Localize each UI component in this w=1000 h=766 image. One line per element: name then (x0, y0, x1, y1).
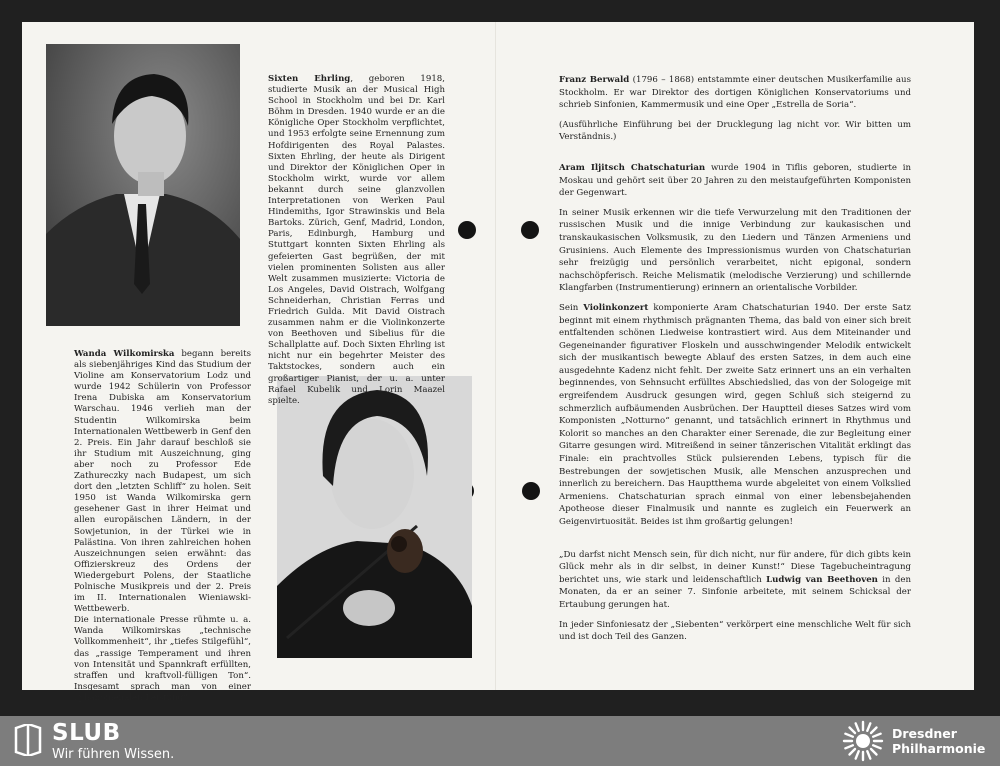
wilkomirska-bio (74, 349, 251, 704)
philharmonie-line2: Philharmonie (892, 741, 986, 756)
beethoven-quote: „Du darfst nicht Mensch sein, für dich nicht, nur für andere, für dich gibts kein Glück mehr als in dir selbst, in deiner Kunst!“ Diese Tagebucheintragung berichtet uns, wie stark und leidenschaftlich (559, 549, 911, 585)
beethoven-seventh: In jeder Sinfoniesatz der „Siebenten“ verkörpert eine menschliche Welt für sich und ist doch Teil des Ganzen. (559, 619, 911, 643)
philharmonie-line1: Dresdner (892, 726, 957, 741)
violinist-photo (277, 376, 472, 658)
wilkomirska-text: begann bereits als siebenjähriges Kind das Studium der Violine am Konservatorium Lodz und wurde 1942 Schülerin von Professor Irena Dubiska am Konservatorium Warschau. 1946 verlieh man der Studentin Wilkomirska beim Internationalen Wettbewerb in Genf den 2. Preis. Ein Jahr darauf beschloß sie ihr Studium mit Auszeichnung, ging aber noch zu Professor Ede Zathureczky nach Budapest, um sich dort den „letzten Schliff“ zu holen. Seit 1950 ist Wanda Wilkomirska gern gesehener Gast in ihrer Heimat und allen europäischen Ländern, in der Sowjetunion, in der Türkei wie in Palästina. Von ihren zahlreichen hohen Auszeichnungen seien erwähnt: das Offizierskreuz des Ordens der Wiedergeburt Polens, der Staatliche Polnische Musikpreis und der 2. Preis im II. Internationalen Wieniawski-Wettbewerb. (74, 349, 251, 615)
slub-name: SLUB (52, 720, 121, 746)
concerto-title: Violinkonzert (583, 302, 649, 313)
concerto-text: komponierte Aram Chatschaturian 1940. Der erste Satz beginnt mit einem rhythmisch prägnanten Thema, das bald von einer sich breit entfaltenden schönen Liedweise kontrastiert wird. Aus dem Miteinander und Gegeneinander figurativer Floskeln und ausschwingender Melodik entwickelt sich der musikantisch bewegte Ablauf des ersten Satzes, in dem auch eine ausgedehnte Kadenz nicht fehlt. Der zweite Satz erinnert uns an ein verhalten beginnendes, von Sehnsucht erfülltes Abschiedslied, das von der Sologeige mit ergreifendem Ausdruck gesungen wird, gegen Schluß sich steigernd zu schmerzlich aufbäumenden Ausbrüchen. Der Hauptteil dieses Satzes wird vom Komponisten „Notturno“ genannt, und tatsächlich erinnert in Rhythmus und Kolorit so manches an den Charakter einer Serenade, die zur Begleitung einer Gitarre gesungen wird. Mitreißend in seiner tänzerischen Vitalität erklingt das Finale: ein prachtvolles Stück pulsierenden Lebens, typisch für die Bestrebungen der sowjetischen Musik, alle Menschen anzusprechen und innerlich zu bereichern. Das Hauptthema wurde abgeleitet von einem Volkslied Armeniens. Chatschaturian sprach einmal von einer lebensbejahenden Apotheose dieser Finalmusik und nannte es zugleich ein Feuerwerk an Geigenvirtuosität. Beides ist ihm großartig gelungen! (559, 302, 911, 527)
page-fold (495, 22, 496, 690)
wilkomirska-press: Die internationale Presse rühmte u. a. Wanda Wilkomirskas „technische Vollkommenheit“, ihr „tiefes Stilgefühl“, das „rassige Temperament und ihren von Intensität und Spannkraft erfüllten, straffen und kraftvoll-fülligen Ton“. Insgesamt sprach man von einer „phänomenalen Leistung“. (74, 615, 251, 703)
beethoven-name: Ludwig van Beethoven (766, 574, 878, 585)
punch-hole (458, 221, 476, 239)
ehrling-name: Sixten Ehrling (268, 74, 351, 84)
khachaturian-text: wurde 1904 in Tiflis geboren, studierte in Moskau und gehört seit über 20 Jahren zu den meistaufgeführten Komponisten der Gegenwart. (559, 162, 911, 199)
slub-tagline: Wir führen Wissen. (52, 747, 175, 762)
philharmonie-name (892, 726, 985, 756)
wilkomirska-name: Wanda Wilkomirska (74, 349, 175, 359)
berwald-name: Franz Berwald (559, 75, 630, 85)
philharmonie-logo-icon (842, 720, 884, 762)
right-page-text (559, 74, 911, 651)
berwald-text: (1796 – 1868) entstammte einer deutschen Musikerfamilie aus Stockholm. Er war Direktor des dortigen Königlichen Konservatoriums und schrieb Sinfonien, Kammermusik und eine Oper „Estrella de Soria“. (559, 75, 911, 111)
slub-logo-icon (14, 724, 42, 756)
khachaturian-music: In seiner Musik erkennen wir die tiefe Verwurzelung mit den Traditionen der russischen Musik und die innige Verbindung zur kaukasischen und transkaukasischen Volksmusik, zu den Liedern und Tänzen Armeniens und Grusiniens. Auch Elemente des Impressionismus wurden von Chatschaturian sehr freizügig und persönlich verarbeitet, nicht epigonal, sondern nachschöpferisch. Reiche Melismatik (melodische Verzierung) und schillernde Klangfarben (Instrumentierung) erinnern an orientalische Vorbilder. (559, 207, 911, 294)
punch-hole (521, 221, 539, 239)
punch-hole (522, 482, 540, 500)
ehrling-text: , geboren 1918, studierte Musik an der Musical High School in Stockholm und bei Dr. Karl Böhm in Dresden. 1940 wurde er an die Königliche Oper Stockholm verpflichtet, und 1953 erfolgte seine Ernennung zum Hofdirigenten des Royal Palastes. Sixten Ehrling, der heute als Dirigent und Direktor der Königlichen Oper in Stockholm wirkt, wurde vor allem bekannt durch seine glanzvollen Interpretationen von Werken Paul Hindemiths, Igor Strawinskis und Bela Bartoks. Zürich, Genf, Madrid, London, Paris, Edinburgh, Hamburg und Stuttgart konnten Sixten Ehrling als gefeierten Gast begrüßen, der mit vielen prominenten Solisten aus aller Welt zusammen musizierte: Victoria de Los Angeles, David Oistrach, Wolfgang Schneiderhan, Christian Ferras und Friedrich Gulda. Mit David Oistrach zusammen nahm er die Violinkonzerte von Beethoven und Sibelius für die Schallplatte auf. Doch Sixten Ehrling ist nicht nur ein begehrter Meister des Taktstockes, sondern auch ein großartiger Pianist, der u. a. unter Rafael Kubelik und Lorin Maazel spielte. (268, 74, 445, 406)
footer-bar (0, 716, 1000, 766)
concerto-prefix: Sein (559, 302, 584, 313)
beethoven-text: in den Monaten, da er an seiner 7. Sinfonie arbeitete, mit seinem Schicksal der Ertaubung gerungen hat. (559, 574, 912, 610)
notice-text: (Ausführliche Einführung bei der Drucklegung lag nicht vor. Wir bitten um Verständnis.) (559, 119, 911, 143)
khachaturian-name: Aram Iljitsch Chatschaturian (559, 162, 706, 173)
ehrling-bio (268, 74, 445, 407)
conductor-photo (46, 44, 240, 326)
